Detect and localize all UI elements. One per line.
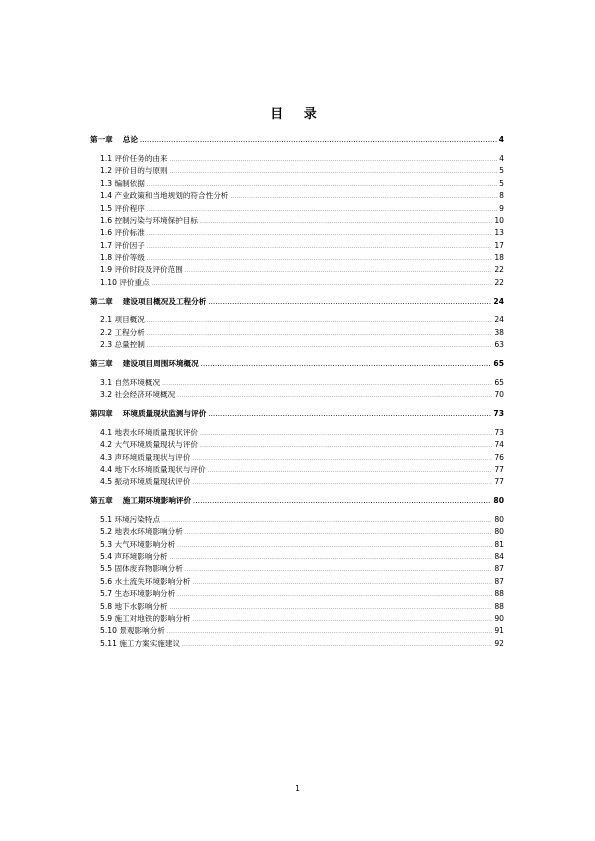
toc-section-entry[interactable]	[90, 227, 504, 239]
toc-section-entry[interactable]	[90, 239, 504, 251]
toc-chapter-title: 施工期环境影响评价	[122, 496, 192, 506]
toc-page-number: 63	[494, 340, 504, 350]
toc-section-entry[interactable]	[90, 376, 504, 388]
toc-section-entry[interactable]	[90, 588, 504, 600]
toc-dot-leader	[140, 134, 497, 146]
toc-section-entry[interactable]	[90, 575, 504, 587]
toc-entry-label: 5.7 生态环境影响分析	[100, 589, 176, 599]
toc-page-number: 88	[494, 589, 504, 599]
toc-chapter-number: 第五章	[90, 496, 113, 506]
toc-page-number: 9	[499, 203, 504, 213]
toc-entry-label: 4.1 地表水环境质量现状评价	[100, 427, 199, 437]
toc-page-number: 4	[499, 153, 504, 163]
toc-section-entry[interactable]	[90, 451, 504, 463]
toc-page-number: 38	[494, 327, 504, 337]
toc-dot-leader	[167, 625, 492, 637]
toc-dot-leader	[182, 638, 492, 650]
toc-section-entry[interactable]	[90, 476, 504, 488]
toc-chapter-number: 第四章	[90, 409, 113, 419]
toc-dot-leader	[192, 576, 492, 588]
toc-dot-leader	[208, 296, 491, 308]
toc-page-number: 81	[494, 539, 504, 549]
toc-section-entry[interactable]	[90, 215, 504, 227]
toc-page-number: 76	[494, 452, 504, 462]
toc-page-number: 65	[493, 359, 504, 369]
toc-page-number: 24	[494, 315, 504, 325]
toc-page-number: 73	[493, 409, 504, 419]
toc-dot-leader	[147, 178, 497, 190]
table-of-contents	[90, 134, 504, 650]
toc-dot-leader	[170, 165, 498, 177]
toc-section-entry[interactable]	[90, 551, 504, 563]
toc-page-number: 22	[494, 265, 504, 275]
toc-dot-leader	[170, 551, 493, 563]
toc-section-entry[interactable]	[90, 464, 504, 476]
toc-entry-label: 1.7 评价因子	[100, 240, 145, 250]
toc-entry-label: 5.6 水土流失环境影响分析	[100, 576, 191, 586]
toc-entry-label: 1.8 评价等级	[100, 253, 145, 263]
toc-entry-label: 4.3 声环境质量现状与评价	[100, 452, 191, 462]
toc-dot-leader	[177, 588, 492, 600]
toc-dot-leader	[201, 358, 492, 370]
toc-page-number: 5	[499, 166, 504, 176]
toc-entry-label: 5.9 施工对地铁的影响分析	[100, 613, 191, 623]
toc-dot-leader	[170, 153, 498, 165]
toc-dot-leader	[192, 476, 492, 488]
toc-dot-leader	[147, 227, 492, 239]
toc-section-entry[interactable]	[90, 637, 504, 649]
toc-section-entry[interactable]	[90, 439, 504, 451]
toc-page-number: 77	[494, 477, 504, 487]
toc-dot-leader	[177, 389, 492, 401]
toc-chapter-number: 第二章	[90, 296, 113, 306]
toc-page-number: 80	[494, 527, 504, 537]
toc-entry-label: 1.5 评价程序	[100, 203, 145, 213]
toc-section-entry[interactable]	[90, 389, 504, 401]
toc-dot-leader	[192, 613, 492, 625]
toc-page-number: 10	[494, 215, 504, 225]
toc-page-number: 22	[494, 277, 504, 287]
toc-entry-label: 5.10 景观影响分析	[100, 626, 165, 636]
toc-entry-label: 1.9 评价时段及评价范围	[100, 265, 183, 275]
toc-section-entry[interactable]	[90, 526, 504, 538]
toc-entry-label: 2.1 项目概况	[100, 315, 145, 325]
document-title: 目 录	[270, 107, 325, 122]
toc-section-entry[interactable]	[90, 513, 504, 525]
toc-page-number: 24	[493, 296, 504, 306]
toc-chapter-number: 第三章	[90, 359, 113, 369]
toc-page-number: 5	[499, 178, 504, 188]
toc-section-entry[interactable]	[90, 326, 504, 338]
toc-dot-leader	[170, 601, 493, 613]
toc-page-number: 74	[494, 440, 504, 450]
toc-section-entry[interactable]	[90, 538, 504, 550]
toc-entry-label: 4.4 地下水环境质量现状与评价	[100, 464, 206, 474]
toc-chapter-entry[interactable]	[90, 358, 504, 370]
toc-chapter-entry[interactable]	[90, 408, 504, 420]
toc-chapter-entry[interactable]	[90, 134, 504, 146]
toc-page-number: 8	[499, 191, 504, 201]
toc-dot-leader	[208, 464, 493, 476]
toc-page-number: 13	[494, 228, 504, 238]
toc-entry-label: 4.2 大气环境质量现状与评价	[100, 440, 199, 450]
toc-page-number: 84	[494, 552, 504, 562]
toc-section-entry[interactable]	[90, 177, 504, 189]
toc-entry-label	[90, 358, 199, 370]
toc-section-entry[interactable]	[90, 625, 504, 637]
toc-section-entry[interactable]	[90, 264, 504, 276]
toc-section-entry[interactable]	[90, 190, 504, 202]
toc-section-entry[interactable]	[90, 252, 504, 264]
toc-chapter-entry[interactable]	[90, 295, 504, 307]
page-number: 1	[295, 784, 300, 793]
toc-dot-leader	[200, 427, 492, 439]
toc-dot-leader	[147, 314, 492, 326]
toc-page-number: 92	[494, 638, 504, 648]
toc-entry-label: 1.6 控制污染与环境保护目标	[100, 215, 199, 225]
toc-entry-label: 5.5 固体废弃物影响分析	[100, 564, 183, 574]
toc-entry-label: 1.2 评价目的与原则	[100, 166, 168, 176]
toc-section-entry[interactable]	[90, 153, 504, 165]
toc-entry-label: 5.2 地表水环境影响分析	[100, 527, 183, 537]
toc-chapter-entry[interactable]	[90, 495, 504, 507]
toc-entry-label: 3.2 社会经济环境概况	[100, 390, 176, 400]
toc-dot-leader	[200, 215, 492, 227]
toc-section-entry[interactable]	[90, 600, 504, 612]
toc-chapter-title: 建设项目概况及工程分析	[122, 296, 207, 306]
toc-page-number: 88	[494, 601, 504, 611]
toc-page-number: 4	[498, 135, 504, 145]
toc-dot-leader	[193, 495, 491, 507]
toc-dot-leader	[192, 452, 492, 464]
toc-dot-leader	[185, 526, 492, 538]
toc-dot-leader	[185, 563, 492, 575]
toc-dot-leader	[152, 277, 493, 289]
toc-page-number: 91	[494, 626, 504, 636]
toc-page-number: 73	[494, 427, 504, 437]
toc-entry-label: 5.8 地下水影响分析	[100, 601, 168, 611]
toc-entry-label	[90, 408, 206, 420]
toc-page-number: 87	[494, 564, 504, 574]
toc-entry-label: 5.11 施工方案实施建议	[100, 638, 181, 648]
toc-dot-leader	[147, 240, 492, 252]
toc-chapter-number: 第一章	[90, 135, 113, 145]
toc-entry-label	[90, 296, 206, 308]
toc-dot-leader	[147, 327, 492, 339]
toc-entry-label: 1.3 编制依据	[100, 178, 145, 188]
toc-entry-label: 1.6 评价标准	[100, 228, 145, 238]
toc-dot-leader	[147, 339, 492, 351]
toc-section-entry[interactable]	[90, 276, 504, 288]
toc-entry-label: 3.1 自然环境概况	[100, 377, 161, 387]
toc-dot-leader	[230, 190, 497, 202]
toc-dot-leader	[162, 514, 492, 526]
toc-page-number: 90	[494, 613, 504, 623]
toc-entry-label: 5.1 环境污染特点	[100, 514, 161, 524]
toc-section-entry[interactable]	[90, 339, 504, 351]
toc-dot-leader	[162, 377, 492, 389]
toc-page-number: 80	[494, 514, 504, 524]
toc-page-number: 87	[494, 576, 504, 586]
toc-entry-label: 2.2 工程分析	[100, 327, 145, 337]
toc-section-entry[interactable]	[90, 202, 504, 214]
toc-chapter-title: 总论	[122, 135, 138, 145]
toc-dot-leader	[208, 408, 491, 420]
toc-section-entry[interactable]	[90, 314, 504, 326]
toc-dot-leader	[147, 203, 497, 215]
toc-section-entry[interactable]	[90, 563, 504, 575]
toc-dot-leader	[185, 264, 492, 276]
toc-page-number: 70	[494, 390, 504, 400]
toc-entry-label: 1.4 产业政策和当地规划的符合性分析	[100, 191, 229, 201]
toc-chapter-title: 建设项目周围环境概况	[122, 359, 199, 369]
toc-chapter-title: 环境质量现状监测与评价	[122, 409, 207, 419]
toc-dot-leader	[177, 539, 492, 551]
toc-entry-label: 1.10 评价重点	[100, 277, 150, 287]
toc-section-entry[interactable]	[90, 613, 504, 625]
toc-page-number: 65	[494, 377, 504, 387]
toc-entry-label: 5.3 大气环境影响分析	[100, 539, 176, 549]
toc-entry-label: 4.5 振动环境质量现状评价	[100, 477, 191, 487]
toc-dot-leader	[147, 252, 492, 264]
toc-page-number: 80	[493, 496, 504, 506]
toc-entry-label	[90, 134, 138, 146]
toc-entry-label: 5.4 声环境影响分析	[100, 552, 168, 562]
toc-section-entry[interactable]	[90, 165, 504, 177]
toc-page-number: 17	[494, 240, 504, 250]
toc-dot-leader	[200, 439, 492, 451]
toc-section-entry[interactable]	[90, 426, 504, 438]
toc-page-number: 77	[494, 464, 504, 474]
toc-entry-label: 2.3 总量控制	[100, 340, 145, 350]
toc-entry-label: 1.1 评价任务的由来	[100, 153, 168, 163]
toc-page-number: 18	[494, 253, 504, 263]
toc-entry-label	[90, 495, 191, 507]
